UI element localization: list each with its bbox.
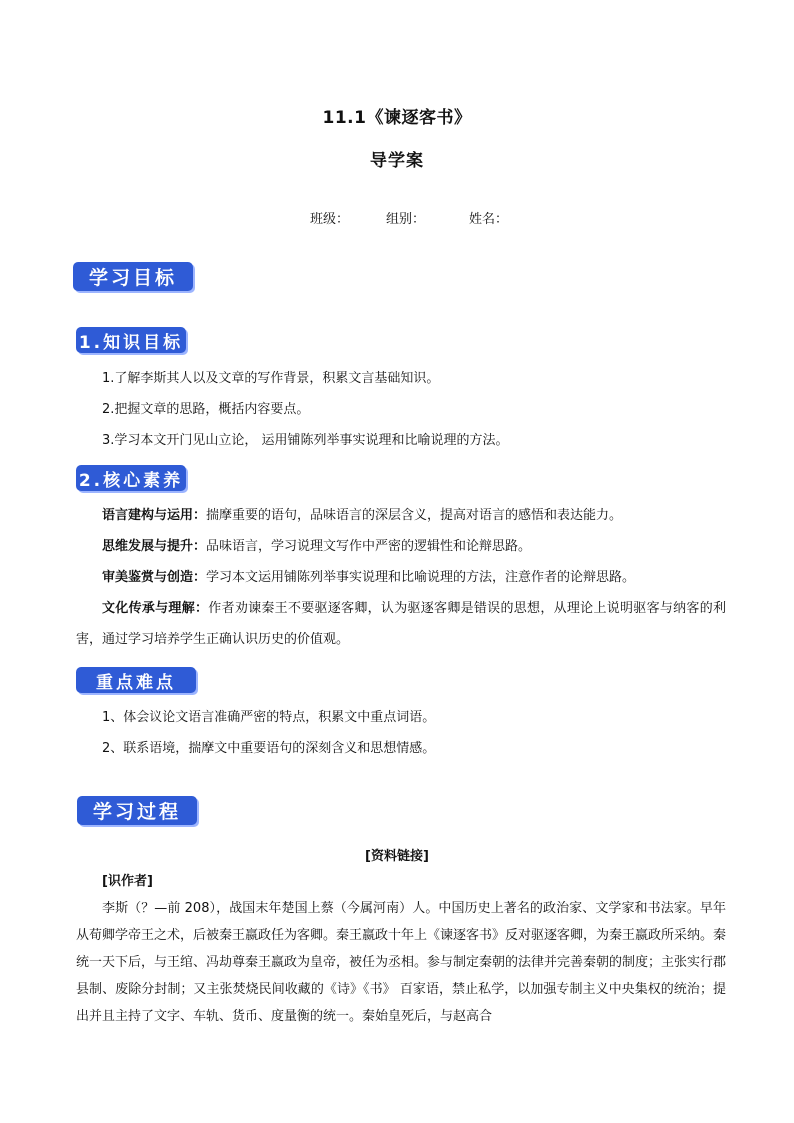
section-badge-knowledge: 1.知识目标 bbox=[76, 327, 186, 353]
name-label: 姓名： bbox=[469, 212, 509, 227]
list-item: 2、联系语境，揣摩文中重要语句的深刻含义和思想情感。 bbox=[102, 741, 436, 756]
section-badge-process: 学习过程 bbox=[77, 796, 197, 825]
core-label: 文化传承与理解： bbox=[102, 601, 209, 616]
document-title: 11.1《谏逐客书》 bbox=[322, 108, 472, 128]
core-text: 揣摩重要的语句，品味语言的深层含义，提高对语言的感悟和表达能力。 bbox=[206, 508, 623, 523]
class-label: 班级： bbox=[310, 212, 350, 227]
list-item bbox=[76, 562, 726, 593]
key-points-list bbox=[76, 702, 726, 764]
core-text: 学习本文运用铺陈列举事实说理和比喻说理的方法，注意作者的论辩思路。 bbox=[206, 570, 636, 585]
author-label: [识作者] bbox=[102, 874, 153, 889]
list-item bbox=[76, 531, 726, 562]
core-label: 思维发展与提升： bbox=[102, 539, 207, 554]
core-label: 语言建构与运用： bbox=[102, 508, 207, 523]
section-badge-core: 2.核心素养 bbox=[76, 465, 186, 491]
core-text: 作者劝谏秦王不要驱逐客卿，认为驱逐客卿是错误的思想，从理论上说明驱客与纳客的利害，通过学习培养学生正确认识历史的价值观。 bbox=[76, 601, 726, 647]
resource-link-label: [资料链接] bbox=[365, 849, 429, 864]
group-label: 组别： bbox=[386, 212, 426, 227]
list-item: 1、体会议论文语言准确严密的特点，积累文中重点词语。 bbox=[102, 710, 436, 725]
section-badge-key-points: 重点难点 bbox=[76, 667, 196, 693]
list-item bbox=[76, 500, 726, 531]
knowledge-list bbox=[76, 363, 726, 456]
author-bio: 李斯（？—前 208），战国末年楚国上蔡（今属河南）人。中国历史上著名的政治家、文学家和书法家。早年从荀卿学帝王之术，后被秦王嬴政任为客卿。秦王嬴政十年上《谏逐客书》反对驱逐客卿，为秦王嬴政所采纳。秦统一天下后，与王绾、冯劫尊秦王嬴政为皇帝，被任为丞相。参与制定秦朝的法律并完善秦朝的制度；主张实行郡县制、废除分封制；又主张焚烧民间收藏的《诗》《书》 百家语，禁止私学，以加强专制主义中央集权的统治；提出并且主持了文字、车轨、货币、度量衡的统一。秦始皇死后，与赵高合 bbox=[76, 901, 727, 1024]
core-list bbox=[76, 500, 726, 655]
list-item: 1.了解李斯其人以及文章的写作背景，积累文言基础知识。 bbox=[102, 371, 440, 386]
list-item: 2.把握文章的思路，概括内容要点。 bbox=[102, 402, 310, 417]
list-item: 3.学习本文开门见山立论， 运用铺陈列举事实说理和比喻说理的方法。 bbox=[102, 433, 509, 448]
core-label: 审美鉴赏与创造： bbox=[102, 570, 207, 585]
list-item bbox=[76, 593, 726, 655]
document-subtitle: 导学案 bbox=[370, 151, 424, 171]
core-text: 品味语言，学习说理文写作中严密的逻辑性和论辩思路。 bbox=[206, 539, 532, 554]
section-badge-objectives: 学习目标 bbox=[73, 262, 193, 291]
